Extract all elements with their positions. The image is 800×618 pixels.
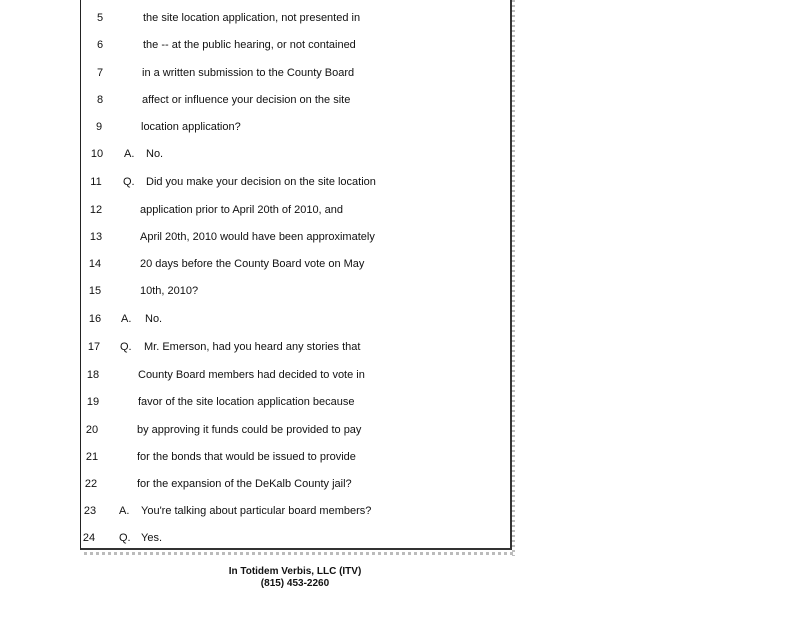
line-number: 9 — [95, 121, 103, 133]
line-text: Yes. — [141, 532, 163, 544]
line-number: 10 — [90, 148, 104, 160]
footer-company: In Totidem Verbis, LLC (ITV) — [228, 566, 362, 577]
line-text: favor of the site location application because — [138, 396, 355, 408]
line-number: 16 — [88, 313, 102, 325]
line-text: No. — [145, 313, 163, 325]
line-text: Mr. Emerson, had you heard any stories that — [144, 341, 361, 353]
line-number: 5 — [96, 12, 104, 24]
speaker-label: A. — [119, 505, 130, 517]
line-text: for the expansion of the DeKalb County jail? — [137, 478, 352, 490]
line-number: 20 — [85, 424, 99, 436]
line-number: 11 — [90, 176, 102, 188]
line-number: 8 — [96, 94, 104, 106]
line-number: 24 — [82, 532, 96, 544]
line-text: application prior to April 20th of 2010, and — [140, 204, 344, 216]
page-edge-shadow — [512, 0, 515, 556]
line-number: 7 — [96, 67, 104, 79]
line-text: the -- at the public hearing, or not contained — [143, 39, 356, 51]
line-text: the site location application, not presented in — [143, 12, 361, 24]
line-text: No. — [146, 148, 164, 160]
line-text: County Board members had decided to vote in — [138, 369, 365, 381]
line-text: for the bonds that would be issued to provide — [137, 451, 356, 463]
line-text: April 20th, 2010 would have been approximately — [140, 231, 375, 243]
line-number: 12 — [89, 204, 103, 216]
line-text: Did you make your decision on the site location — [146, 176, 376, 188]
speaker-label: Q. — [120, 341, 132, 353]
line-text: 10th, 2010? — [140, 285, 199, 297]
page-bottom-shadow — [84, 552, 514, 555]
speaker-label: A. — [121, 313, 132, 325]
line-number: 18 — [86, 369, 100, 381]
line-number: 17 — [87, 341, 101, 353]
line-text: in a written submission to the County Board — [142, 67, 355, 79]
speaker-label: Q. — [119, 532, 131, 544]
line-number: 13 — [89, 231, 103, 243]
line-number: 6 — [96, 39, 104, 51]
line-text: affect or influence your decision on the site — [142, 94, 351, 106]
line-number: 19 — [86, 396, 100, 408]
line-number: 21 — [85, 451, 99, 463]
line-text: You're talking about particular board members? — [141, 505, 372, 517]
line-text: location application? — [141, 121, 241, 133]
line-number: 14 — [88, 258, 102, 270]
speaker-label: A. — [124, 148, 135, 160]
line-text: 20 days before the County Board vote on May — [140, 258, 365, 270]
line-number: 23 — [83, 505, 97, 517]
line-number: 22 — [84, 478, 98, 490]
speaker-label: Q. — [123, 176, 135, 188]
footer-phone: (815) 453-2260 — [260, 578, 330, 589]
line-number: 15 — [88, 285, 102, 297]
line-text: by approving it funds could be provided to pay — [137, 424, 362, 436]
